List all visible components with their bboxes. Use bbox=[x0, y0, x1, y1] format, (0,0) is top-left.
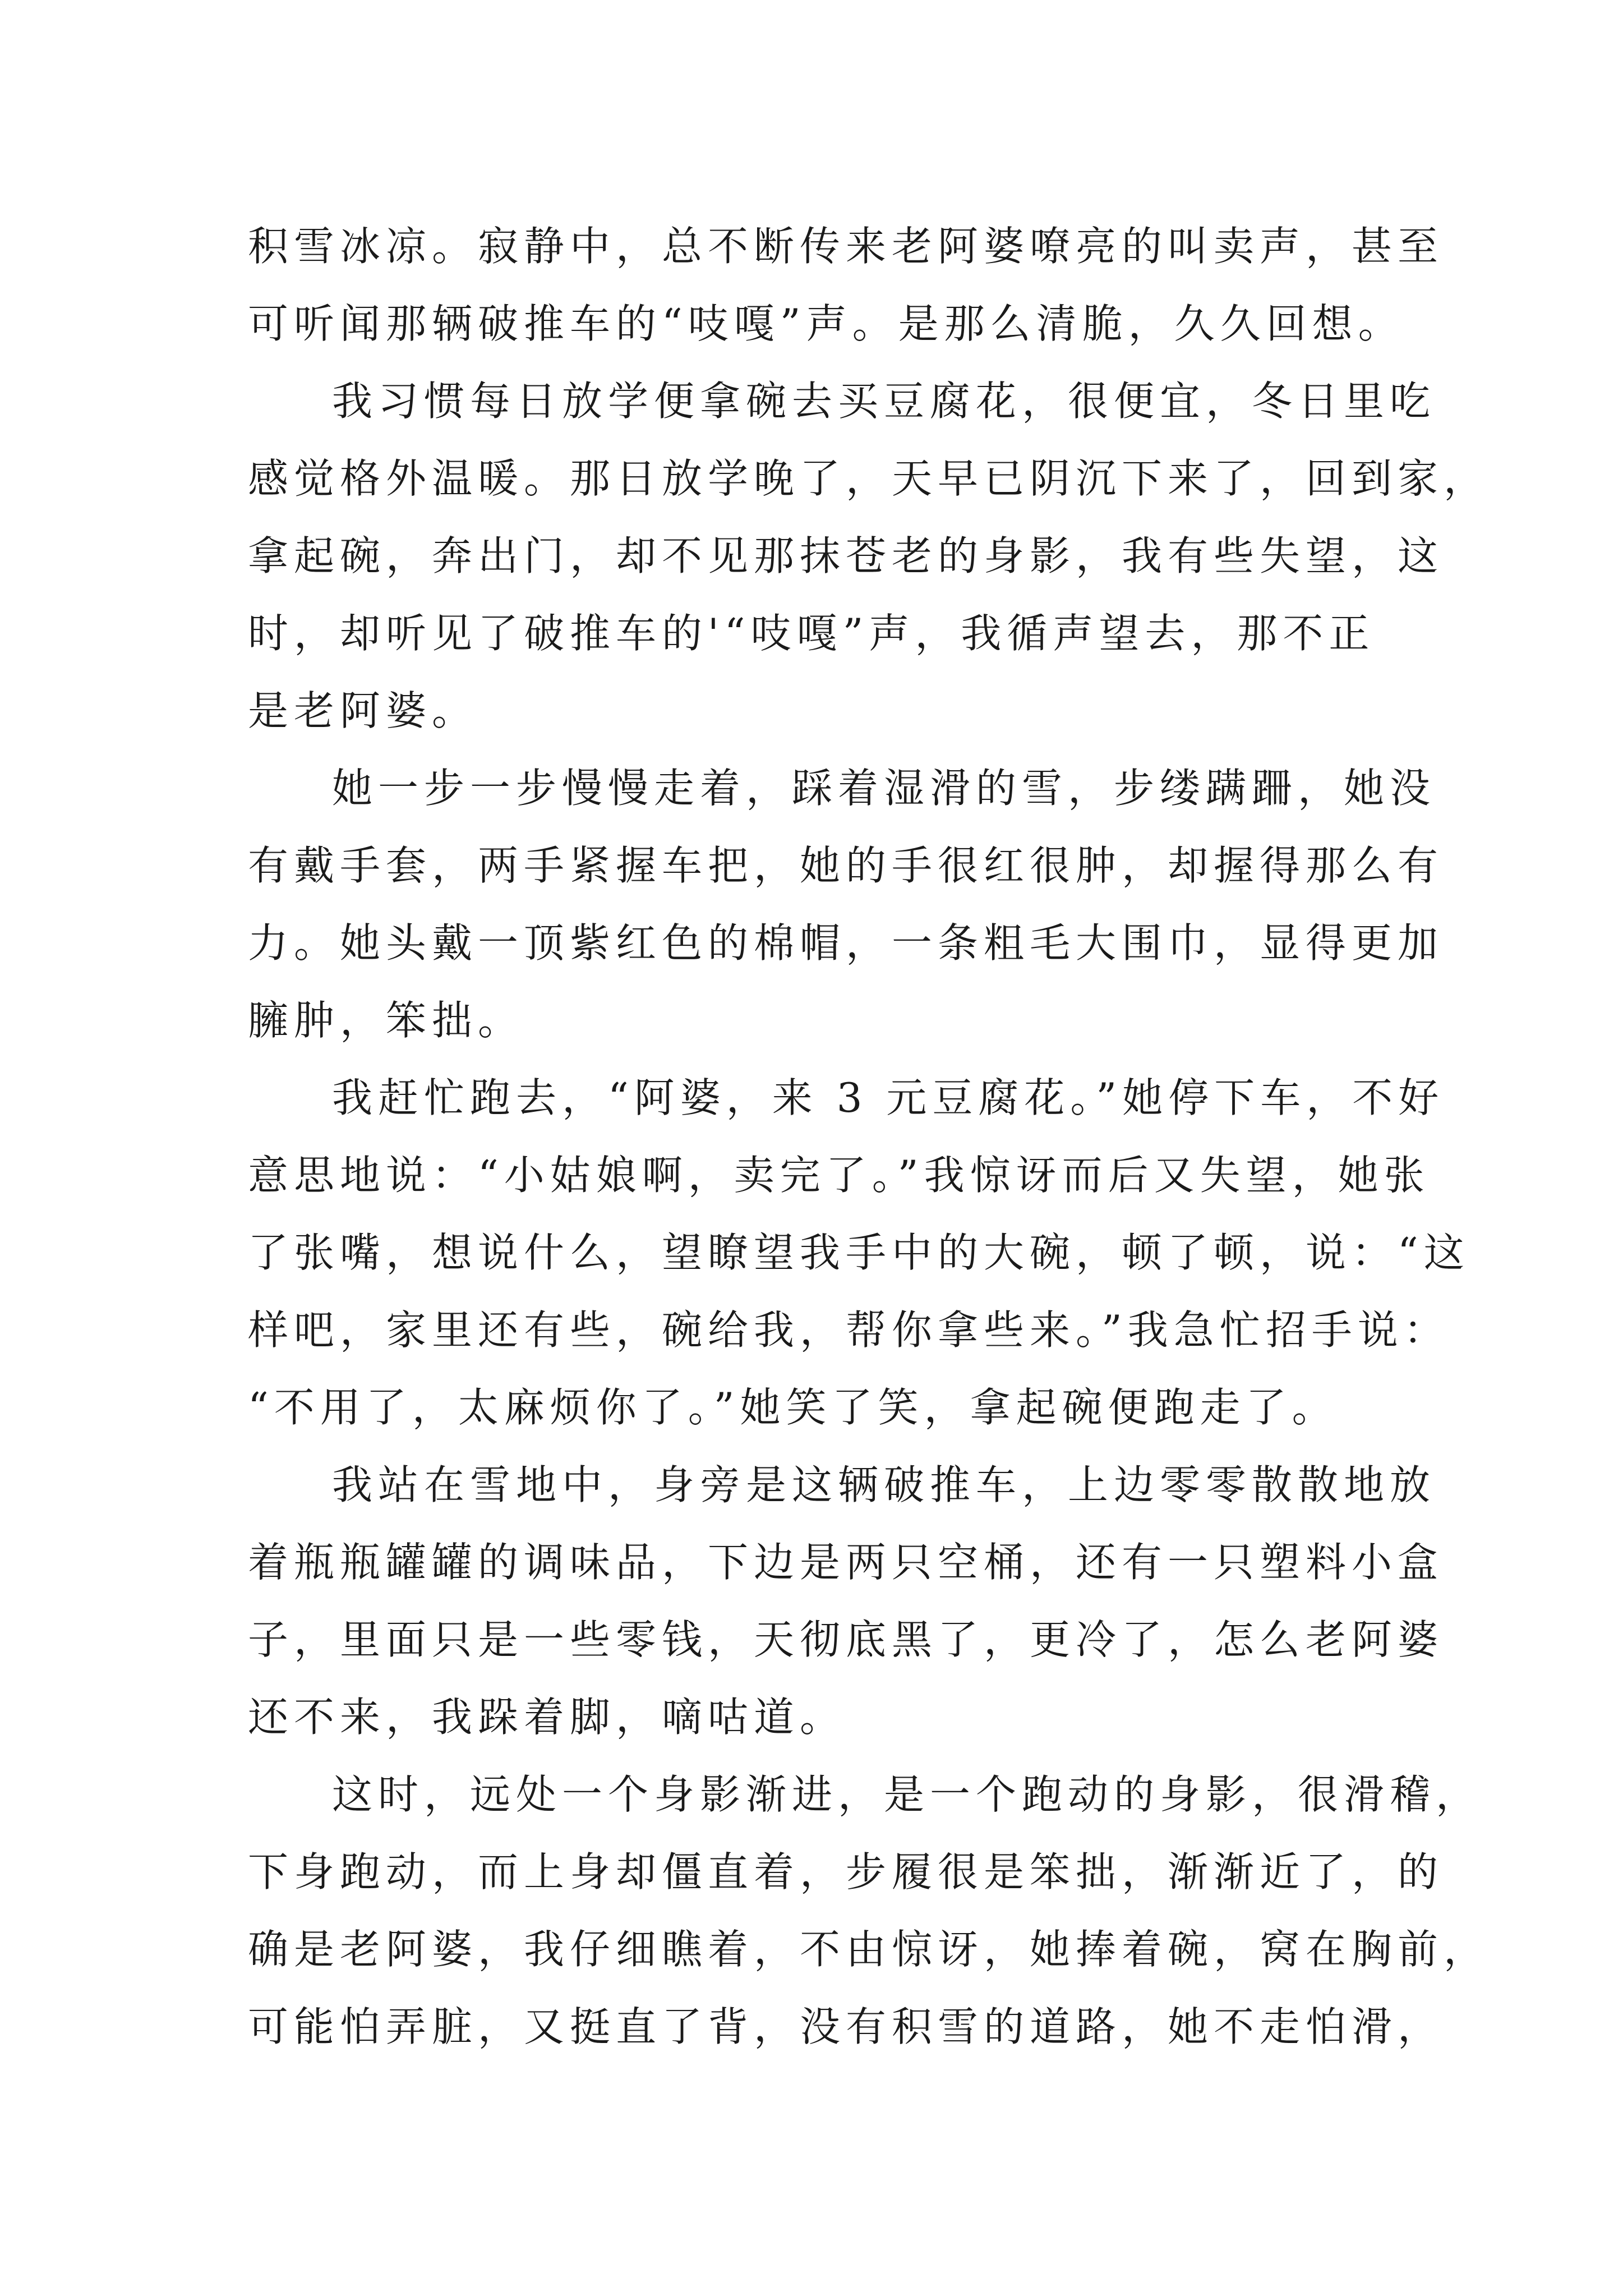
text-line: 可听闻那辆破推车的“吱嘎”声。是那么清脆，久久回想。 bbox=[248, 300, 1404, 347]
text-line: 有戴手套，两手紧握车把，她的手很红很肿，却握得那么有 bbox=[248, 842, 1444, 889]
paragraph-start-line: 我站在雪地中，身旁是这辆破推车，上边零零散散地放 bbox=[332, 1461, 1436, 1508]
text-line: 是老阿婆。 bbox=[248, 687, 478, 734]
text-line: 力。她头戴一顶紫红色的棉帽，一条粗毛大围巾，显得更加 bbox=[248, 919, 1444, 967]
paragraph-start-line: 她一步一步慢慢走着，踩着湿滑的雪，步缕蹒跚，她没 bbox=[332, 765, 1436, 812]
text-line: 下身跑动，而上身却僵直着，步履很是笨拙，渐渐近了，的 bbox=[248, 1848, 1444, 1895]
text-line: 积雪冰凉。寂静中，总不断传来老阿婆嘹亮的叫卖声，甚至 bbox=[248, 223, 1444, 270]
text-line: 确是老阿婆，我仔细瞧着，不由惊讶，她捧着碗，窝在胸前， bbox=[248, 1926, 1490, 1973]
paragraph-start-line: 我赶忙跑去，“阿婆，来 3 元豆腐花。”她停下车，不好 bbox=[332, 1074, 1445, 1121]
text-line: 着瓶瓶罐罐的调味品，下边是两只空桶，还有一只塑料小盒 bbox=[248, 1539, 1444, 1586]
text-line: 意思地说：“小姑娘啊，卖完了。”我惊讶而后又失望，她张 bbox=[248, 1152, 1430, 1199]
paragraph-start-line: 这时，远处一个身影渐进，是一个跑动的身影，很滑稽， bbox=[332, 1771, 1482, 1818]
text-line: “不用了，太麻烦你了。”她笑了笑，拿起碗便跑走了。 bbox=[248, 1384, 1338, 1431]
body-text bbox=[248, 208, 1490, 2065]
text-line: 还不来，我跺着脚，嘀咕道。 bbox=[248, 1694, 846, 1741]
paragraph-start-line: 我习惯每日放学便拿碗去买豆腐花，很便宜，冬日里吃 bbox=[332, 378, 1436, 425]
text-line: 可能怕弄脏，又挺直了背，没有积雪的道路，她不走怕滑， bbox=[248, 2003, 1444, 2050]
text-line: 子，里面只是一些零钱，天彻底黑了，更冷了，怎么老阿婆 bbox=[248, 1616, 1444, 1663]
text-line: 臃肿，笨拙。 bbox=[248, 997, 524, 1044]
text-line: 感觉格外温暖。那日放学晚了，天早已阴沉下来了，回到家， bbox=[248, 455, 1490, 502]
text-line: 时，却听见了破推车的'“吱嘎”声，我循声望去，那不正 bbox=[248, 610, 1375, 657]
text-line: 了张嘴，想说什么，望瞭望我手中的大碗，顿了顿，说：“这 bbox=[248, 1229, 1470, 1276]
text-line: 拿起碗，奔出门，却不见那抹苍老的身影，我有些失望，这 bbox=[248, 532, 1444, 579]
text-line: 样吧，家里还有些，碗给我，帮你拿些来。”我急忙招手说： bbox=[248, 1306, 1450, 1354]
